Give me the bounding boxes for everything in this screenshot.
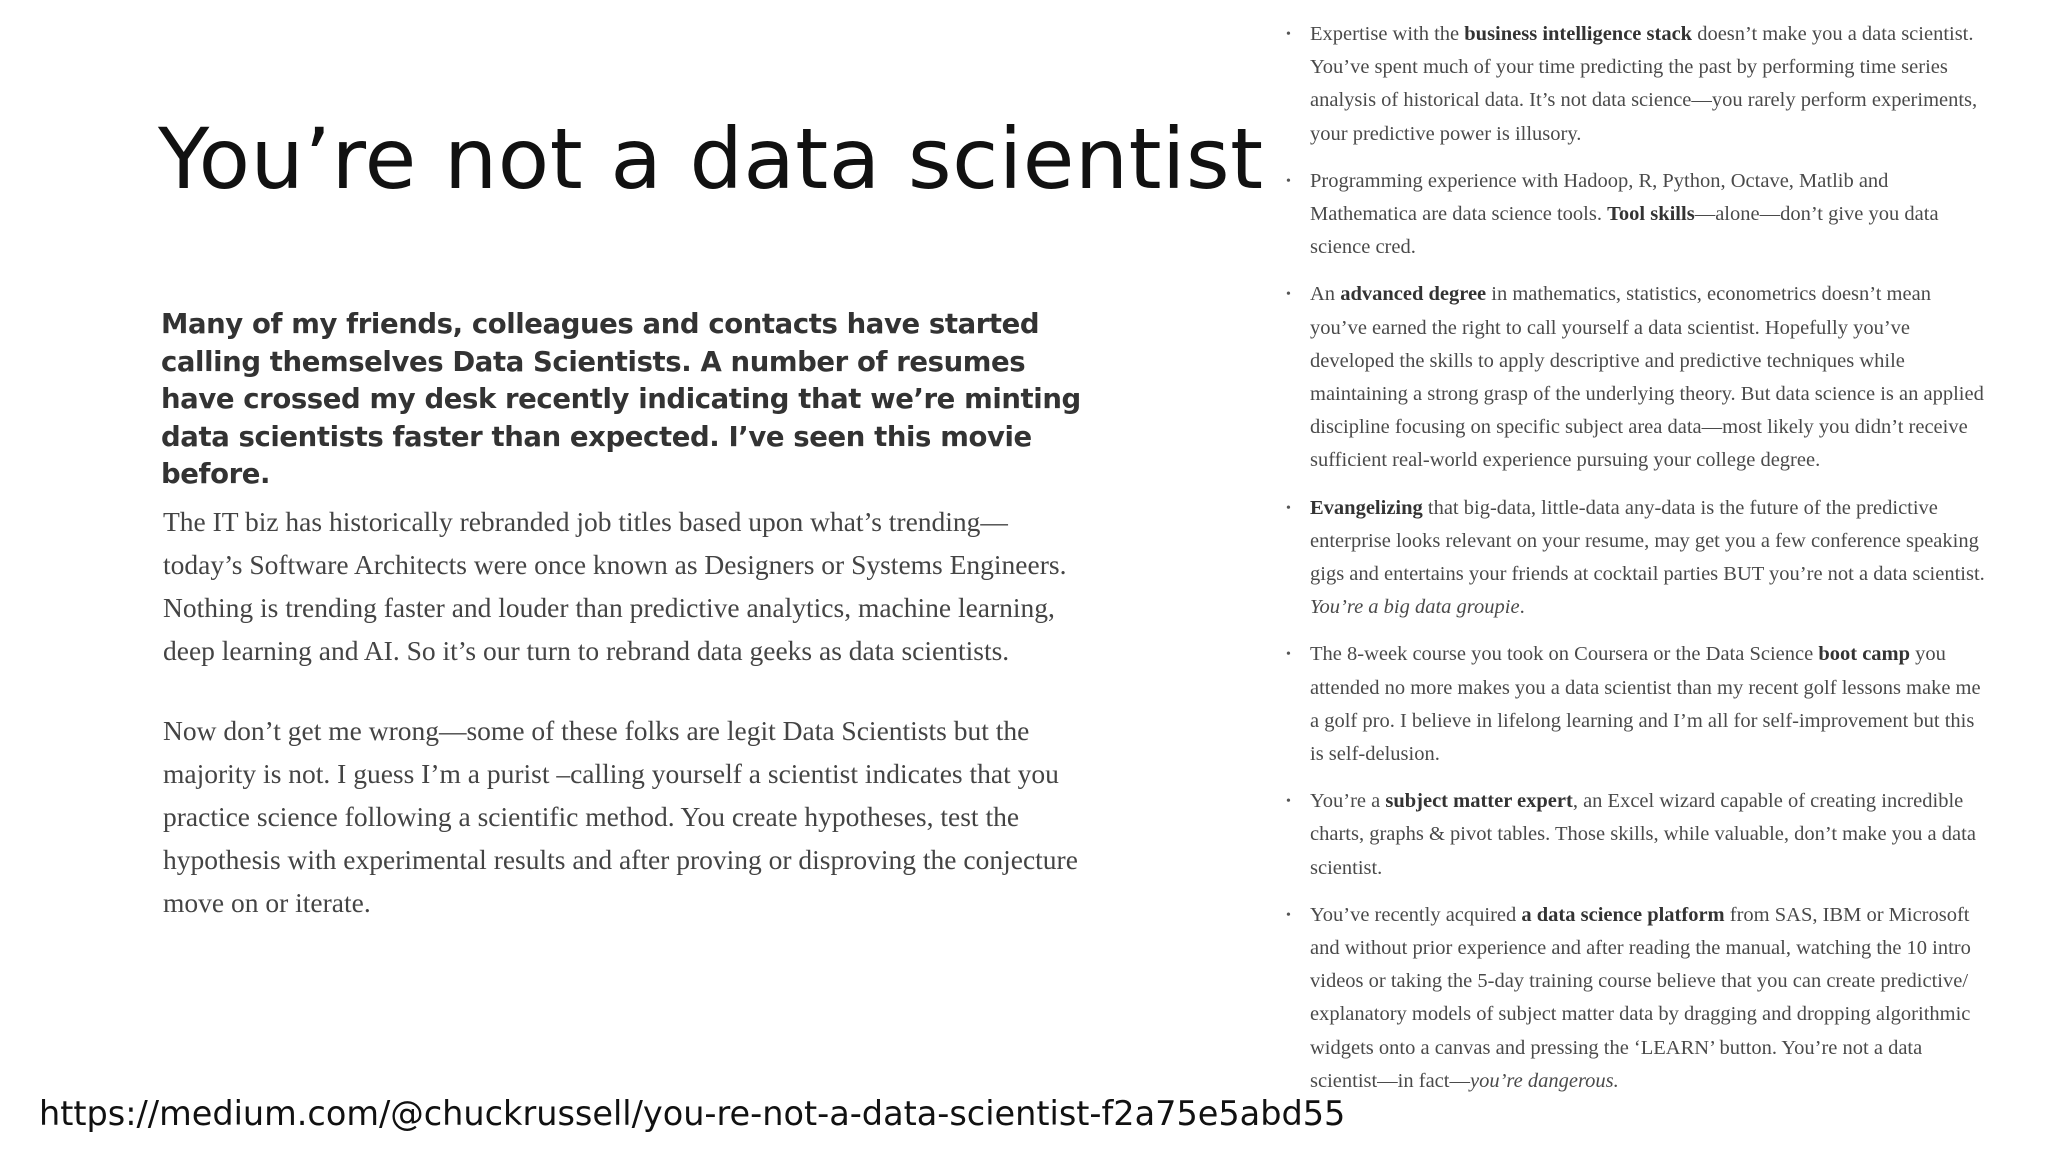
source-url: https://medium.com/@chuckrussell/you-re-not-a-data-scientist-f2a75e5abd55 xyxy=(39,1094,1346,1133)
bullet-text: . xyxy=(1519,596,1525,619)
bullet-bold: subject matter expert xyxy=(1385,790,1573,813)
bullet-bold: a data science platform xyxy=(1521,903,1725,926)
bullet-item-evangelizing xyxy=(1282,492,1992,625)
bullet-bold: Tool skills xyxy=(1607,203,1695,226)
bullet-italic: you’re dangerous. xyxy=(1469,1069,1619,1092)
bullet-icon: • xyxy=(1286,27,1291,42)
bullet-bold: business intelligence stack xyxy=(1464,23,1693,45)
bullet-text: you attended no more makes you a data scientist than my recent golf lessons make me a golf pro. I believe in lifelong learning and I’m all for self-improvement but this is self-delusion. xyxy=(1310,643,1981,766)
bullet-icon: • xyxy=(1286,907,1291,923)
bullet-item-boot-camp xyxy=(1282,638,1992,771)
bullet-item-business-intelligence xyxy=(1282,18,1992,151)
slide-title: You’re not a data scientist xyxy=(158,110,1264,208)
bullet-icon: • xyxy=(1286,173,1291,189)
bullet-text: doesn’t make you a data scientist. You’ve spent much of your time predicting the past by performing time series analysis of historical data. It’s not data science—you rarely perform experiments, your predictive power is illusory. xyxy=(1310,23,1978,145)
bullet-text: —alone—don’t give you data science cred. xyxy=(1310,203,1939,259)
bullet-icon: • xyxy=(1286,500,1291,516)
bullet-text: that big-data, little-data any-data is the future of the predictive enterprise looks relevant on your resume, may get you a few conference speaking gigs and entertains your friends at cocktail parties BUT you’re not a data scientist. xyxy=(1310,496,1985,586)
bullet-text: An xyxy=(1310,283,1341,306)
bullet-text: The 8-week course you took on Coursera or the Data Science xyxy=(1310,643,1819,666)
bullet-icon: • xyxy=(1286,287,1291,303)
bullet-bold: boot camp xyxy=(1818,643,1911,666)
lead-paragraph: Many of my friends, colleagues and contacts have started calling themselves Data Scientists. A number of resumes have crossed my desk recently indicating that we’re minting data scientists faster than expected. I’ve seen this movie before. xyxy=(161,308,1081,490)
bullet-text: You’re a xyxy=(1310,790,1386,813)
bullet-icon: • xyxy=(1286,647,1291,663)
article-excerpt xyxy=(161,306,1081,924)
bullet-text: You’ve recently acquired xyxy=(1310,903,1522,926)
bullet-text: in mathematics, statistics, econometrics doesn’t mean you’ve earned the right to call yourself a data scientist. Hopefully you’ve developed the skills to apply descriptive and predictive techniques while maintaining a strong grasp of the underlying theory. But data science is an applied discipline focusing on specific subject area data—most likely you didn’t receive sufficient real-world experience pursuing your college degree. xyxy=(1310,283,1984,472)
bullet-italic: You’re a big data groupie xyxy=(1310,596,1520,619)
bullet-text: Expertise with the xyxy=(1310,23,1465,45)
bullet-item-data-science-platform xyxy=(1282,899,1992,1098)
bullet-item-advanced-degree xyxy=(1282,278,1992,477)
bullet-text: Programming experience with Hadoop, R, Python, Octave, Matlib and Mathematica are data science tools. xyxy=(1310,169,1889,226)
bullet-text: , an Excel wizard capable of creating incredible charts, graphs & pivot tables. Those skills, while valuable, don’t make you a data scientist. xyxy=(1310,790,1976,879)
bullet-icon: • xyxy=(1286,794,1291,810)
body-paragraph-2: Now don’t get me wrong—some of these folks are legit Data Scientists but the majority is not. I guess I’m a purist –calling yourself a scientist indicates that you practice science following a scientific method. You create hypotheses, test the hypothesis with experimental results and after proving or disproving the conjecture move on or iterate. xyxy=(163,714,1078,918)
bullet-bold: advanced degree xyxy=(1340,283,1487,306)
bullet-item-tool-skills xyxy=(1282,165,1992,265)
bullet-item-subject-matter-expert xyxy=(1282,785,1992,885)
bullet-bold: Evangelizing xyxy=(1310,496,1423,519)
body-paragraph-1: The IT biz has historically rebranded job titles based upon what’s trending—today’s Software Architects were once known as Designers or Systems Engineers. Nothing is trending faster and louder than predictive analytics, machine learning, deep learning and AI. So it’s our turn to rebrand data geeks as data scientists. xyxy=(163,505,1067,666)
bullet-text: from SAS, IBM or Microsoft and without prior experience and after reading the manual, watching the 10 intro videos or taking the 5-day training course believe that you can create predictive/ explanatory models of subject matter data by dragging and dropping algorithmic widgets onto a canvas and pressing the ‘LEARN’ button. You’re not a data scientist—in fact— xyxy=(1310,903,1971,1092)
bullet-list xyxy=(1282,18,1992,1112)
